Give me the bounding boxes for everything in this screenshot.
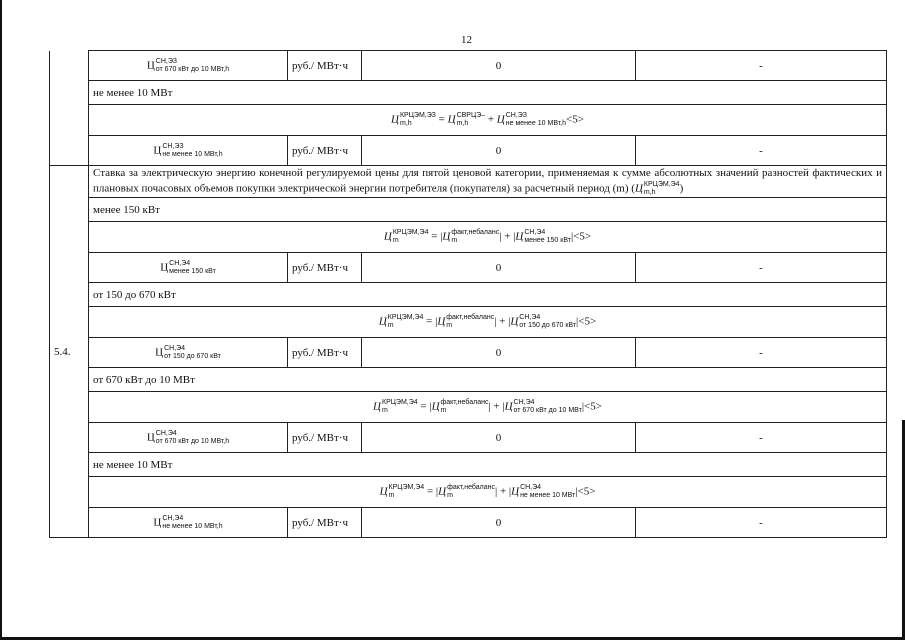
value-cell: 0 — [362, 423, 636, 453]
unit-cell: руб./ МВт·ч — [288, 508, 362, 538]
category-label: не менее 10 МВт — [89, 81, 887, 105]
unit-cell: руб./ МВт·ч — [288, 253, 362, 283]
unit-cell: руб./ МВт·ч — [288, 136, 362, 166]
symbol-cell: Ц СН,Э4 менее 150 кВт — [89, 253, 288, 283]
category-label: менее 150 кВт — [89, 198, 887, 222]
page-number: 12 — [461, 34, 472, 46]
symbol-cell: Ц СН,Э4 от 150 до 670 кВт — [89, 338, 288, 368]
formula-row: Ц КРЦЭМ,Э4 m = |Ц факт,небаланс m | + |Ц СН,Э4 от 150 до 670 кВт |<5> — [89, 307, 887, 338]
category-label: не менее 10 МВт — [89, 453, 887, 477]
formula-row: Ц КРЦЭМ,Э4 m = |Ц факт,небаланс m | + |Ц СН,Э4 не менее 10 МВт |<5> — [89, 477, 887, 508]
value-cell: 0 — [362, 338, 636, 368]
value-cell: 0 — [362, 51, 636, 81]
category-label: от 670 кВт до 10 МВт — [89, 368, 887, 392]
unit-cell: руб./ МВт·ч — [288, 51, 362, 81]
dash-cell: - — [636, 136, 887, 166]
symbol-cell: Ц СН,Э4 не менее 10 МВт,h — [89, 508, 288, 538]
category-label: от 150 до 670 кВт — [89, 283, 887, 307]
formula-row: Ц КРЦЭМ,ЭЗ m,h = Ц СВРЦЭ– m,h + Ц СН,ЭЗ не менее 10 МВт,h <5> — [89, 105, 887, 136]
formula-row: Ц КРЦЭМ,Э4 m = |Ц факт,небаланс m | + |Ц СН,Э4 от 670 кВт до 10 МВт |<5> — [89, 392, 887, 423]
scan-edge-left — [0, 0, 2, 640]
tariff-table — [49, 50, 887, 538]
value-cell: 0 — [362, 253, 636, 283]
value-cell: 0 — [362, 136, 636, 166]
unit-cell: руб./ МВт·ч — [288, 423, 362, 453]
unit-cell: руб./ МВт·ч — [288, 338, 362, 368]
section-description: Ставка за электрическую энергию конечной регулируемой цены для пятой ценовой категории, применяемая к сумме абсолютных значений разностей фактических и плановых почасовых объемов покупки электрической энергии потребителя (покупателя) за расчетный период (m) (Ц КРЦЭМ,Э4 m,h ) — [89, 166, 887, 198]
section-number: 5.4. — [50, 166, 89, 538]
dash-cell: - — [636, 51, 887, 81]
symbol-cell: Ц СН,Э4 от 670 кВт до 10 МВт,h — [89, 423, 288, 453]
symbol-cell: Ц СН,ЭЗ от 670 кВт до 10 МВт,h — [89, 51, 288, 81]
formula-row: Ц КРЦЭМ,Э4 m = |Ц факт,небаланс m | + |Ц СН,Э4 менее 150 кВт |<5> — [89, 222, 887, 253]
dash-cell: - — [636, 508, 887, 538]
dash-cell: - — [636, 253, 887, 283]
dash-cell: - — [636, 338, 887, 368]
section-number-cell-prev — [50, 51, 89, 166]
value-cell: 0 — [362, 508, 636, 538]
dash-cell: - — [636, 423, 887, 453]
symbol-cell: Ц СН,ЭЗ не менее 10 МВт,h — [89, 136, 288, 166]
